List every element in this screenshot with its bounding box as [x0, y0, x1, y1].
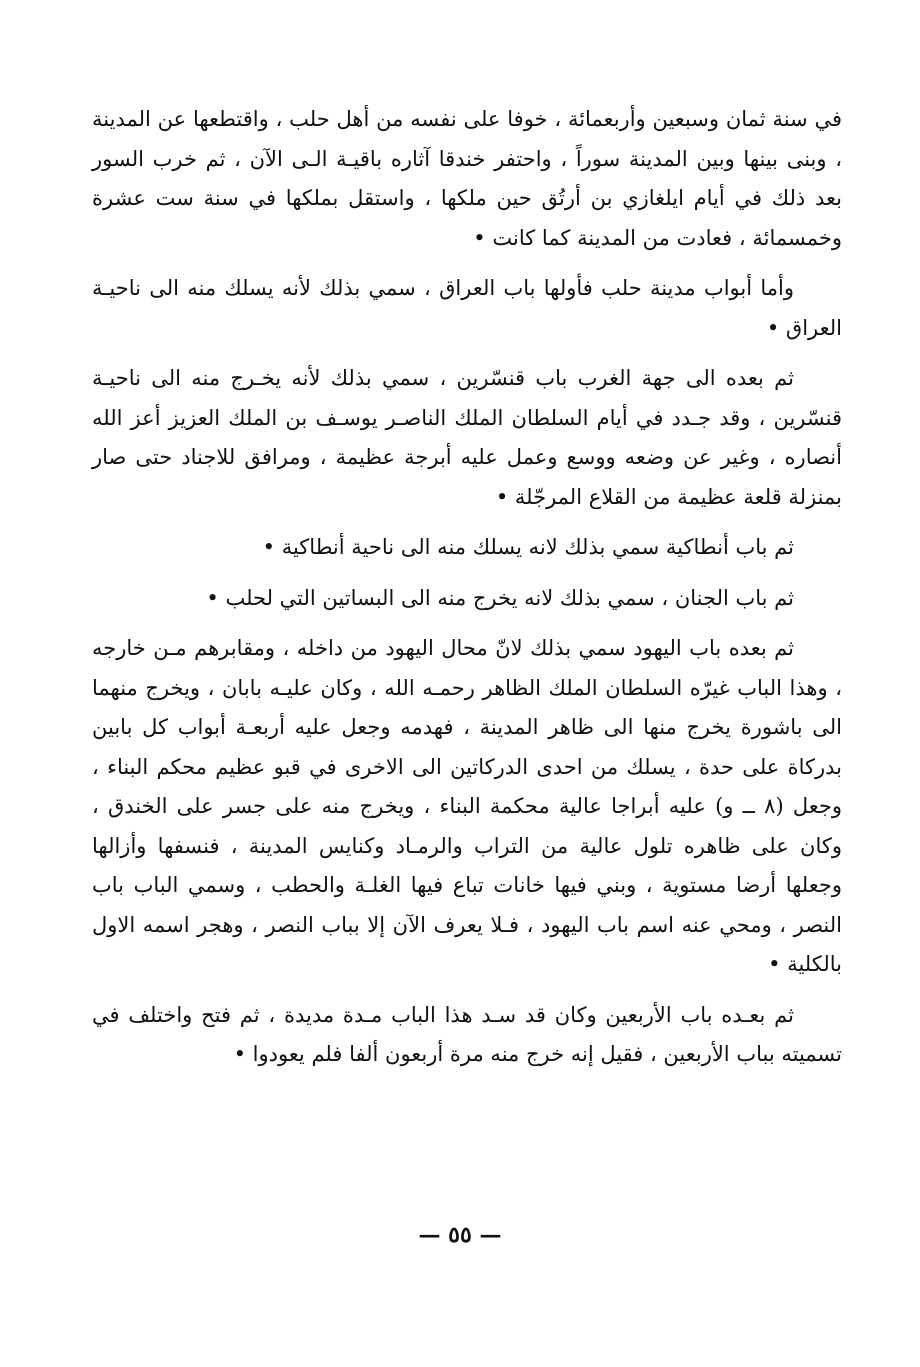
paragraph-bab-al-yahud: ثم بعده باب اليهود سمي بذلك لانّ محال اليهود من داخله ، ومقابرهم مـن خارجه ، وهذا الباب غيرّه السلطان الملك الظاهر رحمـه الله ، وكان عليـه بابان ، ويخرج منهما الى باشورة يخرج منها الى ظاهر المدينة ، فهدمه وجعل عليه أربعـة أبواب كل بابين بدركاة على حدة ، يسلك من احدى الدركاتين الى الاخرى في قبو عظيم محكم البناء ، وجعل (٨ ــ و) عليه أبراجا عالية محكمة البناء ، ويخرج منه على جسر على الخندق ، وكان على ظاهره تلول عالية من التراب والرمـاد وكنايس المدينة ، فنسفها وأزالها وجعلها أرضا مستوية ، وبني فيها خانات تباع فيها الغلـة والحطب ، وسمي الباب باب النصر ، ومحي عنه اسم باب اليهود ، فـلا يعرف الآن إلا بباب النصر ، وهجر اسمه الاول بالكلية •: [92, 636, 843, 976]
paragraph-bab-qinnasrin: ثم بعده الى جهة الغرب باب قنسّرين ، سمي بذلك لأنه يخـرج منه الى ناحيـة قنسّرين ، وقد جـدد في أيام السلطان الملك الناصـر يوسـف بن الملك العزيز أعز الله أنصاره ، وغير عن وضعه ووسع وعمل عليه أبرجة عظيمة ، ومرافق للاجناد حتى صار بمنزلة قلعة عظيمة من القلاع المرجّلة •: [92, 366, 842, 509]
paragraph-bab-antakiya: ثم باب أنطاكية سمي بذلك لانه يسلك منه الى ناحية أنطاكية •: [262, 535, 794, 559]
paragraph-bab-al-iraq: وأما أبواب مدينة حلب فأولها باب العراق ، سمي بذلك لأنه يسلك منه الى ناحيـة العراق •: [92, 276, 842, 340]
paragraph-aleppo-wall: في سنة ثمان وسبعين وأربعمائة ، خوفا على نفسه من أهل حلب ، واقتطعها عن المدينة ، وبنى بينها وبين المدينة سوراً ، واحتفر خندقا آثاره باقيـة الـى الآن ، ثم خرب السور بعد ذلك في أيام ايلغازي بن أرتُق حين ملكها ، واستقل بملكها في سنة ست عشرة وخمسمائة ، فعادت من المدينة كما كانت •: [92, 107, 842, 250]
paragraph-bab-al-jinan: ثم باب الجنان ، سمي بذلك لانه يخرج منه الى البساتين التي لحلب •: [206, 585, 794, 610]
page-number: — ٥٥ —: [418, 1222, 502, 1248]
book-page: [92, 100, 842, 1086]
paragraph-bab-al-arbain: ثم بعـده باب الأربعين وكان قد سـد هذا الباب مـدة مديدة ، ثم فتح واختلف في تسميته بباب الأربعين ، فقيل إنه خرج منه مرة أربعون ألفا فلم يعودوا •: [92, 1002, 842, 1066]
